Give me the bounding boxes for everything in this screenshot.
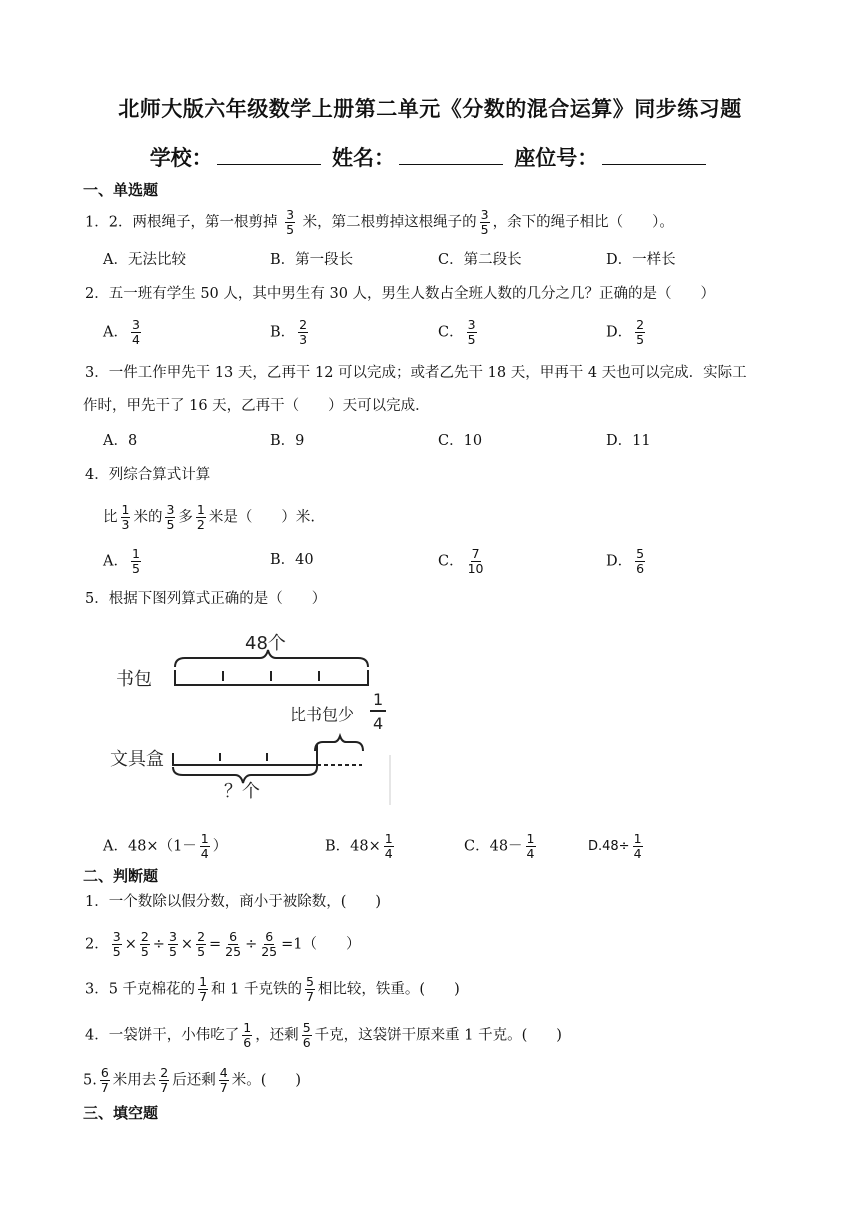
total-label: 48个 [245,633,286,654]
pencilbox-label: 文具盒 [110,749,164,770]
q3-option-b[interactable]: B．9 [270,433,305,449]
question-4-line-2: 比 $\frac{1}{3}$ 米的 $\frac{3}{5}$ 多 $\frac{1}{2}$ 米是（ ）米. [103,502,315,532]
school-blank[interactable] [217,144,321,165]
seat-blank[interactable] [602,144,706,165]
judge-1: 1．一个数除以假分数，商小于被除数，( ) [85,894,382,910]
name-label: 姓名： [332,146,395,170]
q3-option-d[interactable]: D．11 [606,433,651,449]
q5-option-c[interactable]: C．48－ $\frac{1}{4}$ [464,831,535,861]
question-4-line-1: 4．列综合算式计算 [85,467,211,483]
q1-fraction-1: $\frac{3}{5}$ [286,207,295,237]
q4-option-a[interactable]: A． $\frac{1}{5}$ [103,546,140,576]
note-frac-denominator: 4 [373,714,384,733]
note-frac-numerator: 1 [373,690,384,709]
judge-3: 3．5 千克棉花的 $\frac{1}{7}$ 和 1 千克铁的 $\frac{5}{7}$ 相比较，铁重。( ) [85,974,460,1004]
section-heading-single-choice: 一、单选题 [83,181,159,199]
q1-option-c[interactable]: C．第二段长 [438,252,522,268]
question-2: 2．五一班有学生 50 人，其中男生有 30 人，男生人数占全班人数的几分之几？正确的是（ ） [85,286,716,302]
q4-option-b[interactable]: B．40 [270,552,314,568]
student-info-line [0,142,860,172]
q3-option-c[interactable]: C．10 [438,433,483,449]
judge-5: 5. $\frac{6}{7}$ 米用去 $\frac{2}{7}$ 后还剩 $\frac{4}{7}$ 米。( ) [83,1065,302,1095]
question-5: 5．根据下图列算式正确的是（ ） [85,591,327,607]
name-blank[interactable] [399,144,503,165]
q2-option-d[interactable]: D． $\frac{2}{5}$ [606,317,645,347]
note-label: 比书包少 [290,705,355,724]
q1-option-a[interactable]: A．无法比较 [103,252,186,268]
q3-option-a[interactable]: A．8 [103,433,138,449]
q1-fraction-2: $\frac{3}{5}$ [480,207,489,237]
seat-label: 座位号： [514,146,599,170]
judge-4: 4．一袋饼干，小伟吃了 $\frac{1}{6}$ ，还剩 $\frac{5}{6}$ 千克，这袋饼干原来重 1 千克。( ) [85,1020,562,1050]
q1-text-c: ，余下的绳子相比（ ）。 [492,214,674,231]
question-1 [85,208,674,237]
q5-option-d[interactable]: D.48÷ $\frac{1}{4}$ [588,831,642,861]
question-3-line-1: 3．一件工作甲先干 13 天，乙再干 12 可以完成；或者乙先干 18 天，甲再干 4 天也可以完成．实际工 [85,365,747,381]
q4-option-d[interactable]: D． $\frac{5}{6}$ [606,546,645,576]
schoolbag-label: 书包 [116,669,152,690]
question-3-line-2: 作时，甲先干了 16 天，乙再干（ ）天可以完成． [83,398,430,414]
section-heading-fill-blank: 三、填空题 [83,1104,159,1122]
q4-option-c[interactable]: C． $\frac{7}{10}$ [438,546,484,576]
q5-option-b[interactable]: B．48× $\frac{1}{4}$ [325,831,393,861]
page-title: 北师大版六年级数学上册第二单元《分数的混合运算》同步练习题 [118,97,742,121]
pencilbox-bar [173,753,317,765]
q2-option-c[interactable]: C． $\frac{3}{5}$ [438,317,476,347]
section-heading-true-false: 二、判断题 [83,867,159,885]
unknown-label: ？个 [224,781,260,802]
q2-option-a[interactable]: A． $\frac{3}{4}$ [103,317,140,347]
segment-diagram [100,625,400,810]
q1-text-a: 1．2．两根绳子，第一根剪掉 [85,214,278,231]
quarter-brace [315,736,363,751]
q1-option-b[interactable]: B．第一段长 [270,252,354,268]
q2-option-b[interactable]: B． $\frac{2}{3}$ [270,317,308,347]
q1-option-d[interactable]: D．一样长 [606,252,676,268]
judge-2: 2． $\frac{3}{5}$ × $\frac{2}{5}$ ÷ $\frac{3}{5}$ × $\frac{2}{5}$ = $\frac{6}{25}$ ÷ $\frac{6}{25}$ =1（ ） [85,929,361,959]
school-label: 学校： [149,146,213,170]
q5-option-a[interactable]: A．48×（1－ $\frac{1}{4}$ ） [103,831,228,861]
q1-text-b: 米，第二根剪掉这根绳子的 [302,214,477,231]
